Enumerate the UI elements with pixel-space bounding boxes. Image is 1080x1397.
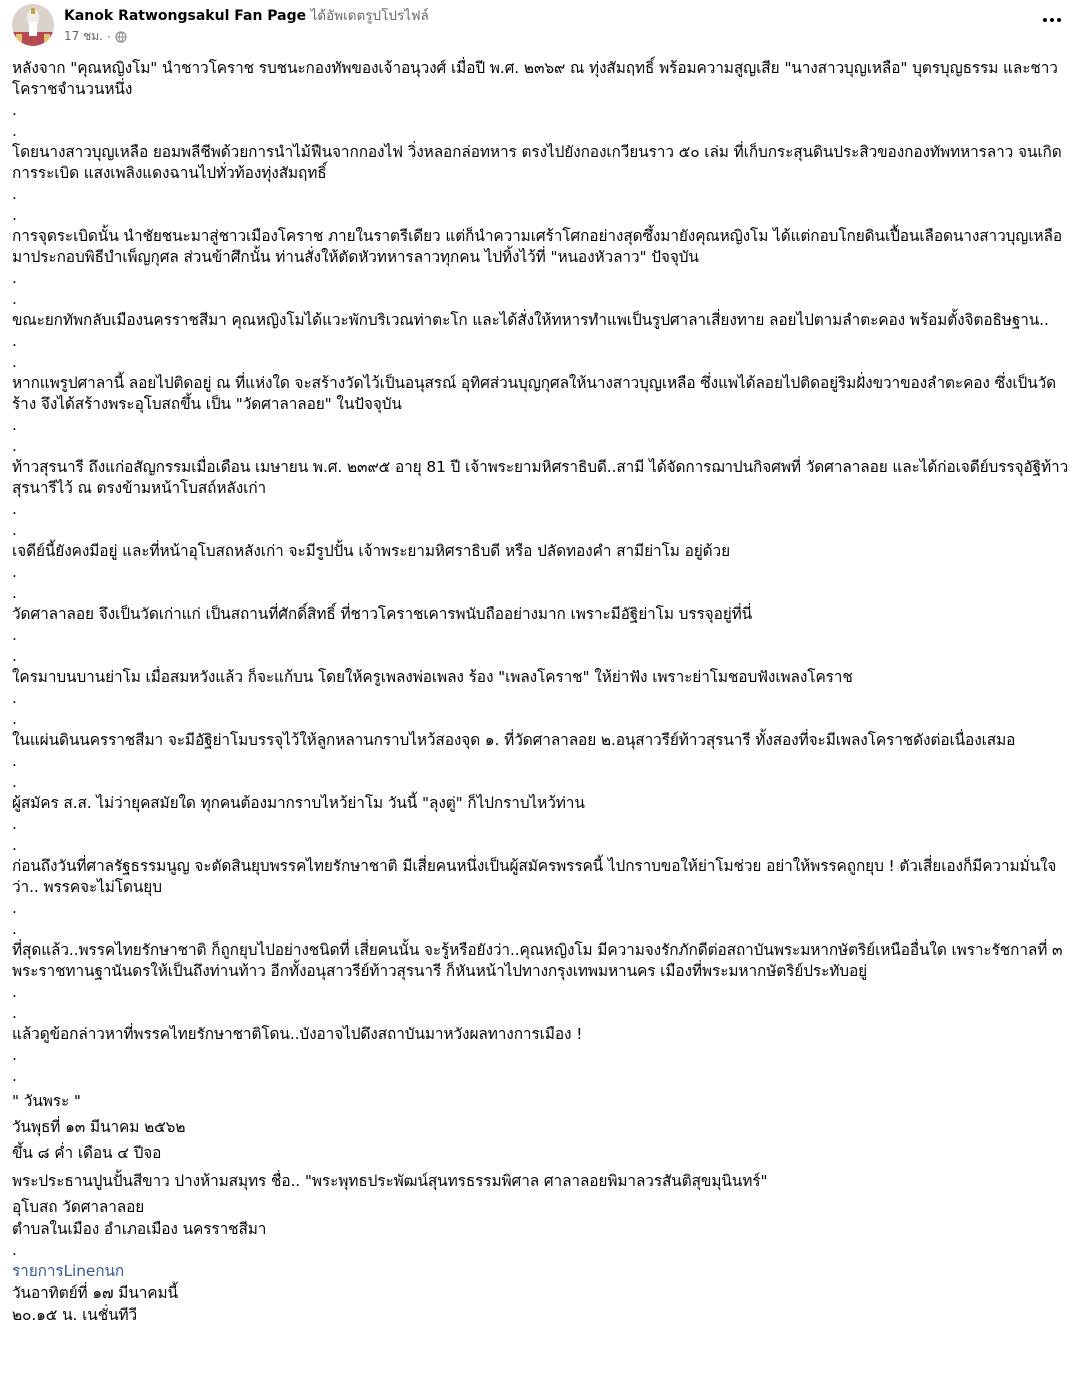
paragraph: ขณะยกทัพกลับเมืองนครราชสีมา คุณหญิงโมได้แวะพักบริเวณท่าตะโก และได้สั่งให้ทหารทำแพเป็นรูปศาลาเสี่ยงทาย ลอยไปตามลำตะคอง พร้อมตั้งจิตอธิษฐาน.. [12, 311, 1049, 329]
spacer-dot: . [12, 122, 17, 140]
paragraph: " วันพระ " [12, 1092, 81, 1110]
spacer-dot: . [12, 269, 17, 287]
spacer-dot: . [12, 416, 17, 434]
spacer-dot: . [12, 710, 17, 728]
paragraph: ใครมาบนบานย่าโม เมื่อสมหวังแล้ว ก็จะแก้บน โดยให้ครูเพลงพ่อเพลง ร้อง "เพลงโคราช" ให้ย่าฟัง เพราะย่าโมชอบฟังเพลงโคราช [12, 668, 853, 686]
spacer-dot: . [12, 332, 17, 350]
paragraph: เจดีย์นี้ยังคงมีอยู่ และที่หน้าอุโบสถหลังเก่า จะมีรูปปั้น เจ้าพระยามหิศราธิบดี หรือ ปลัดทองคำ สามีย่าโม อยู่ด้วย [12, 542, 730, 560]
paragraph: ก่อนถึงวันที่ศาลรัฐธรรมนูญ จะตัดสินยุบพรรคไทยรักษาชาติ มีเสี่ยคนหนึ่งเป็นผู้สมัครพรรคนี้ ไปกราบขอให้ย่าโมช่วย อย่าให้พรรคถูกยุบ ! ตัวเสี่ยเองก็มีความมั่นใจว่า.. พรรคจะไม่โดนยุบ [12, 857, 1057, 896]
paragraph: ในแผ่นดินนครราชสีมา จะมีอัฐิย่าโมบรรจุไว้ให้ลูกหลานกราบไหว้สองจุด ๑. ที่วัดศาลาลอย ๒.อนุสาวรีย์ท้าวสุรนารี ทั้งสองที่จะมีเพลงโคราชดังต่อเนื่องเสมอ [12, 731, 1016, 749]
more-options-icon[interactable] [1036, 6, 1068, 34]
post-body [12, 58, 1074, 1326]
spacer-dot: . [12, 353, 17, 371]
separator-dot: · [106, 29, 111, 44]
spacer-dot: . [12, 1046, 17, 1064]
spacer-dot: . [12, 752, 17, 770]
spacer-dot: . [12, 773, 17, 791]
spacer-dot: . [12, 920, 17, 938]
post-action-text: ได้อัพเดตรูปโปรไฟล์ [310, 8, 429, 24]
post-header [12, 4, 1068, 46]
post-meta [64, 27, 127, 46]
paragraph: ขึ้น ๘ ค่ำ เดือน ๔ ปีจอ [12, 1144, 162, 1162]
paragraph: หากแพรูปศาลานี้ ลอยไปติดอยู่ ณ ที่แห่งใด จะสร้างวัดไว้เป็นอนุสรณ์ อุทิศส่วนบุญกุศลให้นางสาวบุญเหลือ ซึ่งแพได้ลอยไปติดอยู่ริมฝั่งขวาของลำตะคอง ซึ่งเป็นวัดร้าง จึงได้สร้างพระอุโบสถขึ้น เป็น "วัดศาลาลอย" ในปัจจุบัน [12, 374, 1057, 413]
paragraph: ท้าวสุรนารี ถึงแก่อสัญกรรมเมื่อเดือน เมษายน พ.ศ. ๒๓๙๕ อายุ 81 ปี เจ้าพระยามหิศราธิบดี..สามี ได้จัดการฌาปนกิจศพที่ วัดศาลาลอย และได้ก่อเจดีย์บรรจุอัฐิท้าวสุรนารีไว้ ณ ตรงข้ามหน้าโบสถ์หลังเก่า [12, 458, 1069, 497]
spacer-dot: . [12, 1241, 17, 1259]
globe-icon[interactable] [115, 31, 127, 43]
spacer-dot: . [12, 584, 17, 602]
paragraph: วัดศาลาลอย จึงเป็นวัดเก่าแก่ เป็นสถานที่ศักดิ์สิทธิ์ ที่ชาวโคราชเคารพนับถืออย่างมาก เพราะมีอัฐิย่าโม บรรจุอยู่ที่นี่ [12, 605, 753, 623]
spacer-dot: . [12, 500, 17, 518]
page-name-link[interactable]: Kanok Ratwongsakul Fan Page [64, 8, 307, 24]
spacer-dot: . [12, 1004, 17, 1022]
avatar[interactable] [12, 4, 54, 46]
spacer-dot: . [12, 1067, 17, 1085]
spacer-dot: . [12, 689, 17, 707]
spacer-dot: . [12, 626, 17, 644]
paragraph: หลังจาก "คุณหญิงโม" นำชาวโคราช รบชนะกองทัพของเจ้าอนุวงศ์ เมื่อปี พ.ศ. ๒๓๖๙ ณ ทุ่งสัมฤทธิ์ พร้อมความสูญเสีย "นางสาวบุญเหลือ" บุตรบุญธรรม และชาวโคราชจำนวนหนึ่ง [12, 59, 1058, 98]
paragraph: การจุดระเบิดนั้น นำชัยชนะมาสู่ชาวเมืองโคราช ภายในราตรีเดียว แต่ก็นำความเศร้าโศกอย่างสุดซึ้งมายังคุณหญิงโม ได้แต่กอบโกยดินเปื้อนเลือดนางสาวบุญเหลือ มาประกอบพิธีบำเพ็ญกุศล ส่วนข้าศึกนั้น ท่านสั่งให้ตัดหัวทหารลาวทุกคน ไปทิ้งไว้ที่ "หนองหัวลาว" ปัจจุบัน [12, 227, 1062, 266]
paragraph: ตำบลในเมือง อำเภอเมือง นครราชสีมา [12, 1220, 267, 1238]
spacer-dot: . [12, 521, 17, 539]
paragraph: แล้วดูข้อกล่าวหาที่พรรคไทยรักษาชาติโดน..บังอาจไปดึงสถาบันมาหวังผลทางการเมือง ! [12, 1025, 583, 1043]
paragraph: อุโบสถ วัดศาลาลอย [12, 1198, 145, 1216]
spacer-dot: . [12, 899, 17, 917]
more-dot [1043, 18, 1047, 22]
paragraph: ผู้สมัคร ส.ส. ไม่ว่ายุคสมัยใด ทุกคนต้องมากราบไหว้ย่าโม วันนี้ "ลุงตู่" ก็ไปกราบไหว้ท่าน [12, 794, 585, 812]
paragraph: โดยนางสาวบุญเหลือ ยอมพลีชีพด้วยการนำไม้ฟืนจากกองไฟ วิ่งหลอกล่อทหาร ตรงไปยังกองเกวียนราว ๕๐ เล่ม ที่เก็บกระสุนดินประสิวของกองทัพทหารลาว จนเกิดการระเบิด แสงเพลิงแดงฉานไปทั่วท้องทุ่งสัมฤทธิ์ [12, 143, 1062, 182]
spacer-dot: . [12, 563, 17, 581]
profile-picture-icon [12, 4, 54, 46]
spacer-dot: . [12, 290, 17, 308]
post-timestamp[interactable]: 17 ชม. [64, 29, 103, 43]
spacer-dot: . [12, 101, 17, 119]
paragraph: ๒๐.๑๕ น. เนชั่นทีวี [12, 1306, 138, 1324]
paragraph: พระประธานปูนปั้นสีขาว ปางห้ามสมุทร ชื่อ.. "พระพุทธประพัฒน์สุนทรธรรมพิศาล ศาลาลอยพิมาลวรสันติสุขมุนินทร์" [12, 1172, 768, 1190]
paragraph: วันพุธที่ ๑๓ มีนาคม ๒๕๖๒ [12, 1118, 186, 1136]
more-dot [1050, 18, 1054, 22]
spacer-dot: . [12, 647, 17, 665]
spacer-dot: . [12, 815, 17, 833]
paragraph: ที่สุดแล้ว..พรรคไทยรักษาชาติ ก็ถูกยุบไปอย่างชนิดที่ เสี่ยคนนั้น จะรู้หรือยังว่า..คุณหญิงโม มีความจงรักภักดีต่อสถาบันพระมหากษัตริย์เหนืออื่นใด เพราะรัชกาลที่ ๓ พระราชทานฐานันดรให้เป็นถึงท่านท้าว อีกทั้งอนุสาวรีย์ท้าวสุรนารี ก็หันหน้าไปทางกรุงเทพมหานคร เมืองที่พระมหากษัตริย์ประทับอยู่ [12, 941, 1063, 980]
spacer-dot: . [12, 983, 17, 1001]
spacer-dot: . [12, 206, 17, 224]
hashtag-link[interactable]: รายการLineกนก [12, 1262, 125, 1280]
spacer-dot: . [12, 185, 17, 203]
spacer-dot: . [12, 836, 17, 854]
paragraph: วันอาทิตย์ที่ ๑๗ มีนาคมนี้ [12, 1284, 178, 1302]
more-dot [1057, 18, 1061, 22]
spacer-dot: . [12, 437, 17, 455]
post-title-line [64, 7, 429, 25]
